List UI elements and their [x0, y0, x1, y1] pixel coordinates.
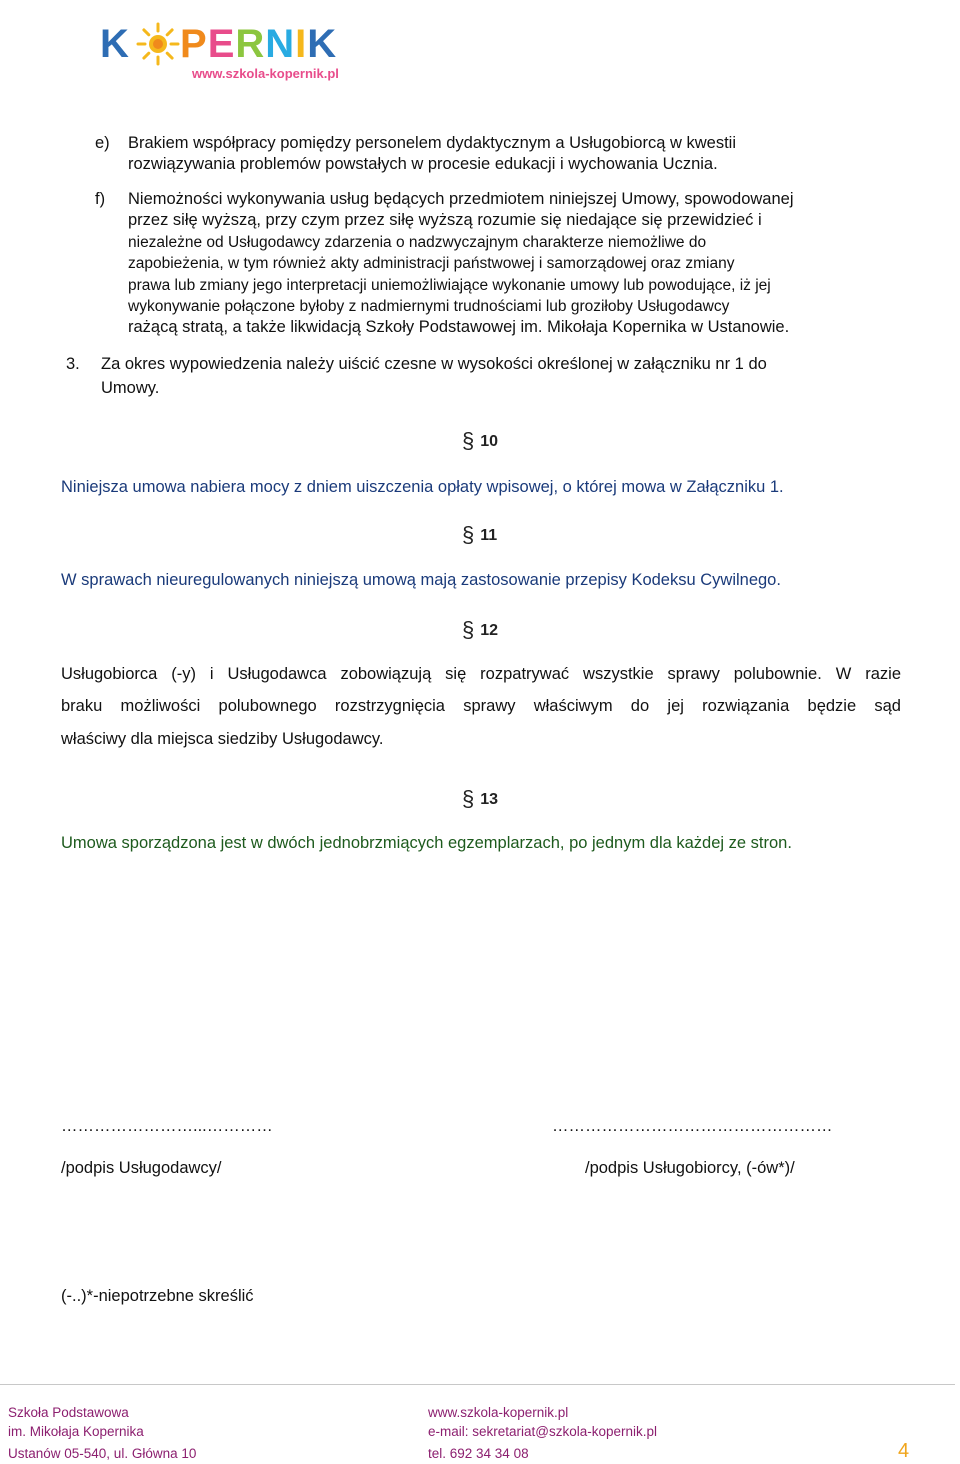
footer-website: www.szkola-kopernik.pl [428, 1405, 569, 1420]
item-f-line: przez siłę wyższą, przy czym przez siłę wyższą rozumie się niedające się przewidzieć i [128, 211, 762, 229]
footer-email: e-mail: sekretariat@szkola-kopernik.pl [428, 1424, 658, 1439]
section-12-line: braku możliwości polubownego rozstrzygnięcia sprawy właściwym do jej rozwiązania będzie sąd [61, 697, 901, 715]
item-f-line: wykonywanie połączone byłoby z nadmiernymi trudnościami lub groziłoby Usługodawcy [128, 298, 730, 315]
signature-label-right: /podpis Usługobiorcy, (-ów*)/ [585, 1159, 795, 1177]
logo-letter: N [265, 22, 296, 66]
section-heading-13 [462, 786, 498, 812]
sun-icon [136, 22, 180, 66]
section-11-text: W sprawach nieuregulowanych niniejszą umową mają zastosowanie przepisy Kodeksu Cywilnego. [61, 571, 781, 589]
section-sign: § [462, 428, 475, 453]
section-number: 11 [480, 527, 498, 544]
logo-letter: R [235, 22, 266, 66]
logo-letter: P [180, 22, 208, 66]
page-number: 4 [898, 1440, 910, 1462]
logo-url: www.szkola-kopernik.pl [192, 66, 339, 81]
item-f-line: zapobieżenia, w tym również akty administracji państwowej i samorządowej oraz zmiany [128, 255, 735, 272]
section-number: 12 [480, 622, 499, 639]
section-10-text: Niniejsza umowa nabiera mocy z dniem uiszczenia opłaty wpisowej, o której mowa w Załączniku 1. [61, 478, 784, 496]
section-number: 13 [480, 791, 499, 808]
item-f-line: niezależne od Usługodawcy zdarzenia o nadzwyczajnym charakterze niemożliwe do [128, 234, 707, 251]
item-e-marker: e) [95, 134, 110, 152]
point-3-line: Za okres wypowiedzenia należy uiścić czesne w wysokości określonej w załączniku nr 1 do [101, 355, 767, 373]
item-e-line: Brakiem współpracy pomiędzy personelem dydaktycznym a Usługobiorcą w kwestii [128, 134, 736, 152]
footer-school-patron: im. Mikołaja Kopernika [8, 1424, 144, 1439]
point-3-line: Umowy. [101, 379, 160, 397]
section-12-line: Usługobiorca (-y) i Usługodawca zobowiązują się rozpatrywać wszystkie sprawy polubownie. W razie [61, 665, 901, 683]
footer-address: Ustanów 05-540, ul. Główna 10 [8, 1446, 197, 1461]
section-heading-11 [462, 522, 497, 548]
logo-letter: E [207, 22, 236, 66]
section-heading-10 [462, 428, 498, 454]
logo-letter: K [307, 22, 338, 66]
section-number: 10 [480, 433, 499, 450]
signature-label-left: /podpis Usługodawcy/ [61, 1159, 222, 1177]
section-sign: § [462, 786, 475, 811]
item-f-line: Niemożności wykonywania usług będących przedmiotem niniejszej Umowy, spowodowanej [128, 190, 794, 208]
section-heading-12 [462, 617, 498, 643]
item-f-marker: f) [95, 190, 106, 208]
item-f-line: prawa lub zmiany jego interpretacji uniemożliwiające wykonanie umowy lub powodujące, iż jej [128, 277, 771, 294]
signature-line-left: ……………………...………… [61, 1117, 273, 1135]
footer-divider [0, 1384, 955, 1385]
section-12-line: właściwy dla miejsca siedziby Usługodawcy. [61, 730, 384, 748]
footer-school-name: Szkoła Podstawowa [8, 1405, 129, 1420]
point-3-marker: 3. [66, 355, 80, 373]
footer-phone: tel. 692 34 34 08 [428, 1446, 529, 1461]
section-sign: § [462, 522, 475, 547]
item-f-line: rażącą stratą, a także likwidacją Szkoły Podstawowej im. Mikołaja Kopernika w Ustanowie. [128, 318, 790, 336]
item-e-line: rozwiązywania problemów powstałych w procesie edukacji i wychowania Ucznia. [128, 155, 718, 173]
section-13-text: Umowa sporządzona jest w dwóch jednobrzmiących egzemplarzach, po jednym dla każdej ze stron. [61, 834, 792, 852]
kopernik-logo [100, 18, 350, 86]
signature-line-right: …………………………………………… [552, 1117, 833, 1135]
logo-letter: I [295, 22, 308, 66]
logo-letter-k: K [100, 22, 129, 66]
footnote: (-..)*-niepotrzebne skreślić [61, 1287, 254, 1305]
section-sign: § [462, 617, 475, 642]
logo-word [180, 22, 337, 66]
